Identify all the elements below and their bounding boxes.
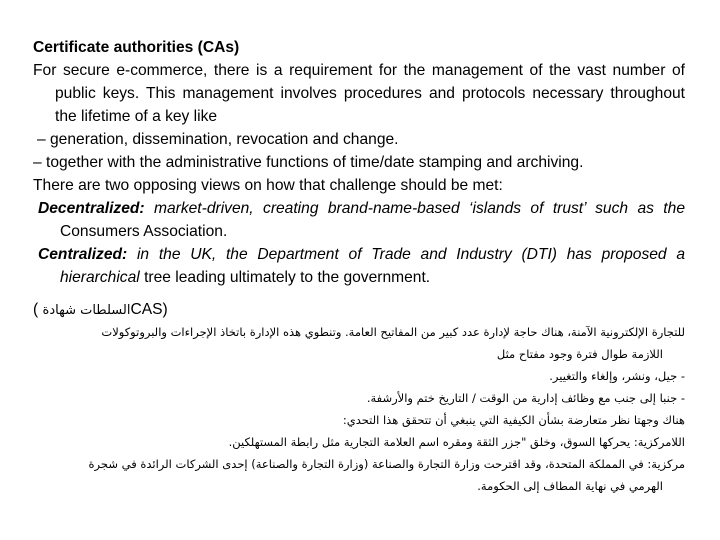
arabic-heading-latin: CAS) [130, 301, 168, 318]
arabic-line: - جنبا إلى جنب مع وظائف إدارية من الوقت / التاريخ ختم والأرشفة. [366, 391, 685, 405]
line-generation: – generation, dissemination, revocation and change. [37, 131, 399, 148]
arabic-line: الهرمي في نهاية المطاف إلى الحكومة. [477, 479, 663, 493]
english-text-block [33, 36, 685, 289]
paragraph-key-management: For secure e-commerce, there is a requirement for the management of the vast number of public keys. This management involves procedures and protocols necessary throughout the lifetime of a key like [33, 62, 685, 125]
arabic-line: - جيل، ونشر، وإلغاء والتغيير. [549, 369, 685, 383]
centralized-text: in the UK, the Department of Trade and Industry (DTI) has proposed a hierarchical [60, 246, 685, 286]
arabic-line: اللازمة طوال فترة وجود مفتاح مثل [496, 347, 663, 361]
arabic-line: اللامركزية: يحركها السوق، وخلق "جزر الثقة ومقره اسم العلامة التجارية مثل رابطة المستهلكين. [228, 435, 685, 449]
arabic-line: هناك وجهتا نظر متعارضة بشأن الكيفية التي ينبغي أن تتحقق هذا التحدي: [342, 413, 685, 427]
decentralized-text: market-driven, creating brand-name-based ‘islands of trust’ such as the [144, 200, 685, 217]
arabic-heading-text: السلطات شهادة [42, 303, 131, 318]
paragraph-decentralized [33, 197, 685, 243]
slide-title: Certificate authorities (CAs) [33, 39, 240, 56]
decentralized-label: Decentralized: [38, 200, 145, 217]
paragraph-centralized [33, 243, 685, 289]
line-administrative-functions: – together with the administrative functions of time/date stamping and archiving. [33, 154, 584, 171]
centralized-label: Centralized: [38, 246, 128, 263]
decentralized-text-end: Consumers Association. [60, 223, 228, 240]
line-opposing-views: There are two opposing views on how that challenge should be met: [33, 177, 503, 194]
arabic-text-block [30, 321, 685, 497]
arabic-heading-paren: ( [33, 301, 43, 318]
arabic-heading [33, 298, 168, 322]
centralized-text-end: tree leading ultimately to the government. [139, 269, 431, 286]
arabic-line: للتجارة الإلكترونية الآمنة، هناك حاجة لإدارة عدد كبير من المفاتيح العامة. وتنطوي هذه الإدارة باتخاذ الإجراءات والبروتوكولات [101, 325, 685, 339]
arabic-line: مركزية: في المملكة المتحدة، وقد اقترحت وزارة التجارة والصناعة (وزارة التجارة والصناعة) إحدى الشركات الرائدة في شجرة [88, 457, 685, 471]
